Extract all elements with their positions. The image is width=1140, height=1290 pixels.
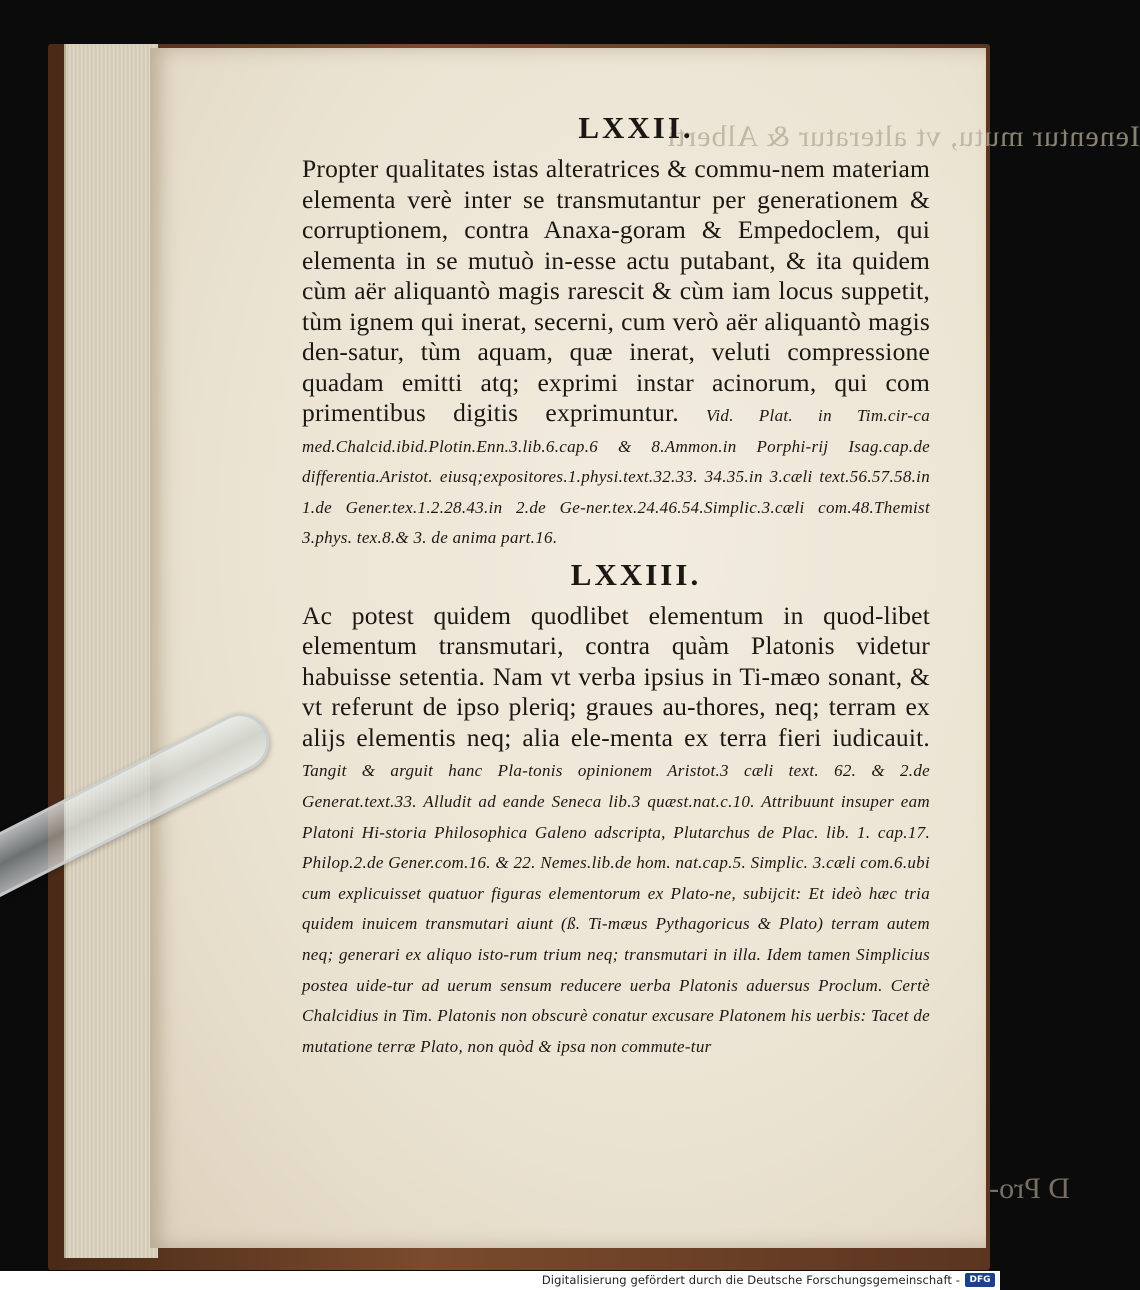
- body-text: Ac potest quidem quodlibet elementum in quod-libet elementum transmutari, contra quàm Platonis videtur habuisse setentia. Nam vt verba ipsius in Ti-mæo sonant, & vt referunt de ipso pleriq; graues au-thores, neq; terram ex alijs elementis neq; alia ele-menta ex terra fieri iudicauit.: [302, 600, 930, 752]
- body-text: Propter qualitates istas alteratrices & commu-nem materiam elementa verè inter se transmutantur per generationem & corruptionem, contra Anaxa-goram & Empedoclem, qui elementa in se mutuò in-esse actu putabant, & ita quidem cùm aër aliquantò magis rarescit & cùm iam locus suppetit, tùm ignem qui inerat, secerni, cum verò aër aliquantò magis den-satur, tùm aquam, quæ inerat, veluti compressione quadam emitti atq; exprimi instar acinorum, qui com primentibus digitis exprimuntur.: [302, 154, 930, 427]
- page-text: [302, 110, 930, 1065]
- marginal-citation: Tangit & arguit hanc Pla-tonis opinionem Aristot.3 cæli text. 62. & 2.de Generat.text.33. Alludit ad eande Seneca lib.3 quæst.nat.c.10. Attribuunt insuper eam Platoni Hi-storia Philosophica Galeno adscripta, Plutarchus de Plac. lib. 1. cap.17. Philop.2.de Gener.com.16. & 22. Nemes.lib.de hom. nat.cap.5. Simplic. 3.cæli com.6.ubi cum explicuisset quatuor figuras elementorum ex Plato-ne, subijcit: Et ideò hæc tria quidem inuicem transmutari aiunt (ß. Ti-mæus Pythagoricus & Plato) terram autem neq; generari ex aliquo isto-rum trium neq; transmutari in illa. Idem tamen Simplicius postea uide-tur ad uerum sensum reducere uerba Platonis aduersus Proclum. Certè Chalcidius in Tim. Platonis non obscurè conatur excusare Platonem his uerbis: Tacet de mutatione terræ Plato, non quòd & ipsa non commute-tur: [302, 761, 930, 1056]
- digitization-footer: [0, 1271, 1000, 1290]
- funding-notice: Digitalisierung gefördert durch die Deutsche Forschungsgemeinschaft -: [541, 1273, 960, 1287]
- marginal-citation: Vid. Plat. in Tim.cir-ca med.Chalcid.ibid.Plotin.Enn.3.lib.6.cap.6 & 8.Ammon.in Porphi-rij Isag.cap.de differentia.Aristot. eiusq;expositores.1.physi.text.32.33. 34.35.in 3.cæli text.56.57.58.in 1.de Gener.tex.1.2.28.43.in 2.de Ge-ner.tex.24.46.54.Simplic.3.cæli com.48.Themist 3.phys. tex.8.& 3. de anima part.16.: [302, 406, 930, 548]
- section-heading: LXXII.: [578, 110, 694, 145]
- dfg-logo[interactable]: DFG: [965, 1273, 995, 1287]
- page-edges: [64, 44, 158, 1258]
- section-body: [302, 154, 930, 551]
- section-lxxiii: [302, 557, 930, 1059]
- section-lxxii: [302, 110, 930, 551]
- section-body: [302, 601, 930, 1059]
- bleed-through-top: Ienentur mutu, vt alteratur & Alberti: [666, 120, 1140, 153]
- section-heading: LXXIII.: [570, 556, 702, 592]
- bleed-through-bottom: D Pro-: [989, 1172, 1070, 1205]
